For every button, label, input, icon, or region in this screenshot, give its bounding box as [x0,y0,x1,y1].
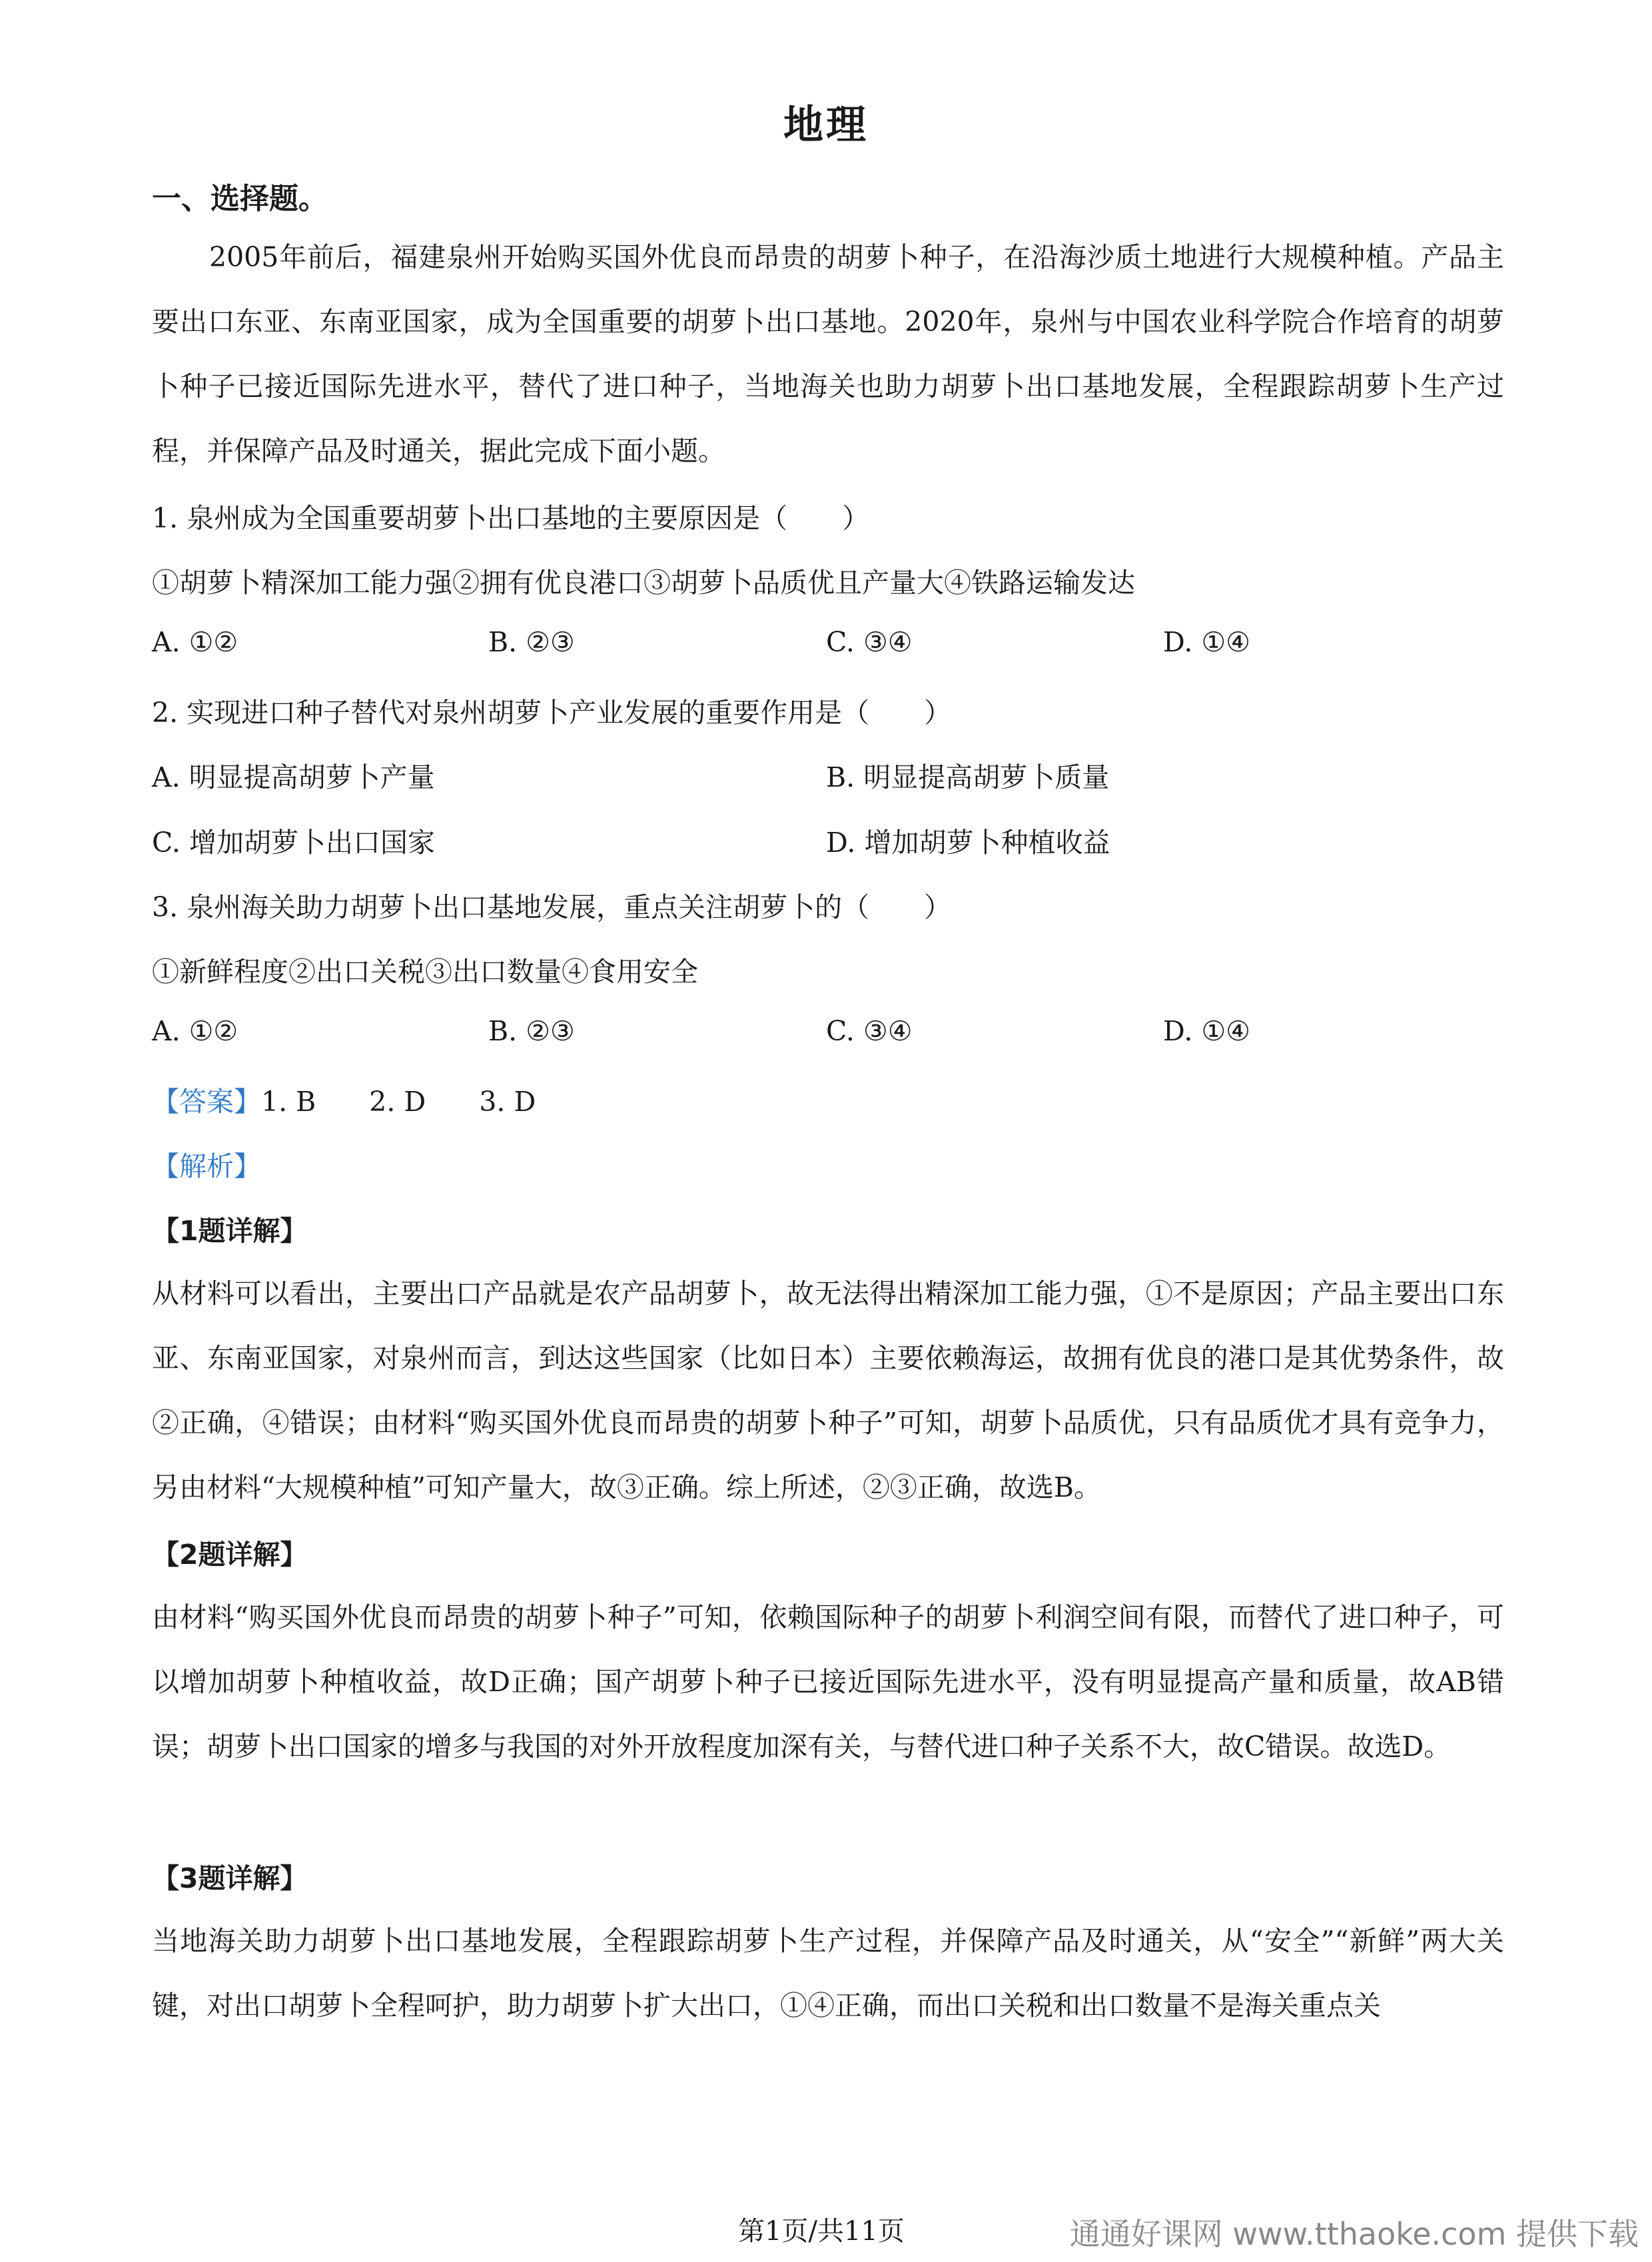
q3-option-c: C. ③④ [826,1015,913,1047]
q3-items: ①新鲜程度②出口关税③出口数量④食用安全 [152,956,698,988]
q2-option-a: A. 明显提高胡萝卜产量 [152,761,435,793]
q3-option-b: B. ②③ [488,1015,575,1047]
q2-option-c: C. 增加胡萝卜出口国家 [152,827,435,859]
q2-stem: 2. 实现进口种子替代对泉州胡萝卜产业发展的重要作用是（ ） [152,697,952,729]
q1-option-d: D. ①④ [1163,626,1250,658]
q1-option-c: C. ③④ [826,626,913,658]
analysis-label: 【解析】 [152,1150,261,1182]
q3-option-d: D. ①④ [1163,1015,1250,1047]
q2-option-d: D. 增加胡萝卜种植收益 [826,827,1110,859]
answer-3: 3. D [479,1086,536,1118]
answer-line [152,1080,536,1119]
answer-1: 1. B [261,1086,316,1118]
detail3-heading: 【3题详解】 [152,1862,308,1894]
q1-items: ①胡萝卜精深加工能力强②拥有优良港口③胡萝卜品质优且产量大④铁路运输发达 [152,567,1135,599]
q3-option-a: A. ①② [152,1015,238,1047]
answer-2: 2. D [369,1086,426,1118]
detail2-heading: 【2题详解】 [152,1539,308,1571]
detail1-heading: 【1题详解】 [152,1215,308,1247]
q3-stem: 3. 泉州海关助力胡萝卜出口基地发展，重点关注胡萝卜的（ ） [152,891,952,923]
intro-passage: 2005年前后，福建泉州开始购买国外优良而昂贵的胡萝卜种子，在沿海沙质土地进行大规模种植。产品主要出口东亚、东南亚国家，成为全国重要的胡萝卜出口基地。2020年，泉州与中国农业科学院合作培育的胡萝卜种子已接近国际先进水平，替代了进口种子，当地海关也助力胡萝卜出口基地发展，全程跟踪胡萝卜生产过程，并保障产品及时通关，据此完成下面小题。 [152,241,1504,467]
answer-label: 【答案】 [152,1086,261,1118]
page-footer: 第1页/共11页 [738,2216,905,2247]
detail2-text: 由材料“购买国外优良而昂贵的胡萝卜种子”可知，依赖国际种子的胡萝卜利润空间有限，而替代了进口种子，可以增加胡萝卜种植收益，故D正确；国产胡萝卜种子已接近国际先进水平，没有明显提高产量和质量，故AB错误；胡萝卜出口国家的增多与我国的对外开放程度加深有关，与替代进口种子关系不大，故C错误。故选D。 [152,1601,1504,1762]
section-heading: 一、选择题。 [152,182,328,216]
q2-option-b: B. 明显提高胡萝卜质量 [826,761,1110,793]
q1-stem: 1. 泉州成为全国重要胡萝卜出口基地的主要原因是（ ） [152,502,870,534]
page-title: 地理 [783,102,869,149]
q1-option-a: A. ①② [152,626,238,658]
watermark: 通通好课网 www.tthaoke.com 提供下载 [1069,2216,1639,2252]
q1-option-b: B. ②③ [488,626,575,658]
detail1-text: 从材料可以看出，主要出口产品就是农产品胡萝卜，故无法得出精深加工能力强，①不是原因；产品主要出口东亚、东南亚国家，对泉州而言，到达这些国家（比如日本）主要依赖海运，故拥有优良的港口是其优势条件，故②正确，④错误；由材料“购买国外优良而昂贵的胡萝卜种子”可知，胡萝卜品质优，只有品质优才具有竞争力，另由材料“大规模种植”可知产量大，故③正确。综上所述，②③正确，故选B。 [152,1278,1504,1503]
detail3-text: 当地海关助力胡萝卜出口基地发展，全程跟踪胡萝卜生产过程，并保障产品及时通关，从“安全”“新鲜”两大关键，对出口胡萝卜全程呵护，助力胡萝卜扩大出口，①④正确，而出口关税和出口数量不是海关重点关 [152,1925,1504,2022]
